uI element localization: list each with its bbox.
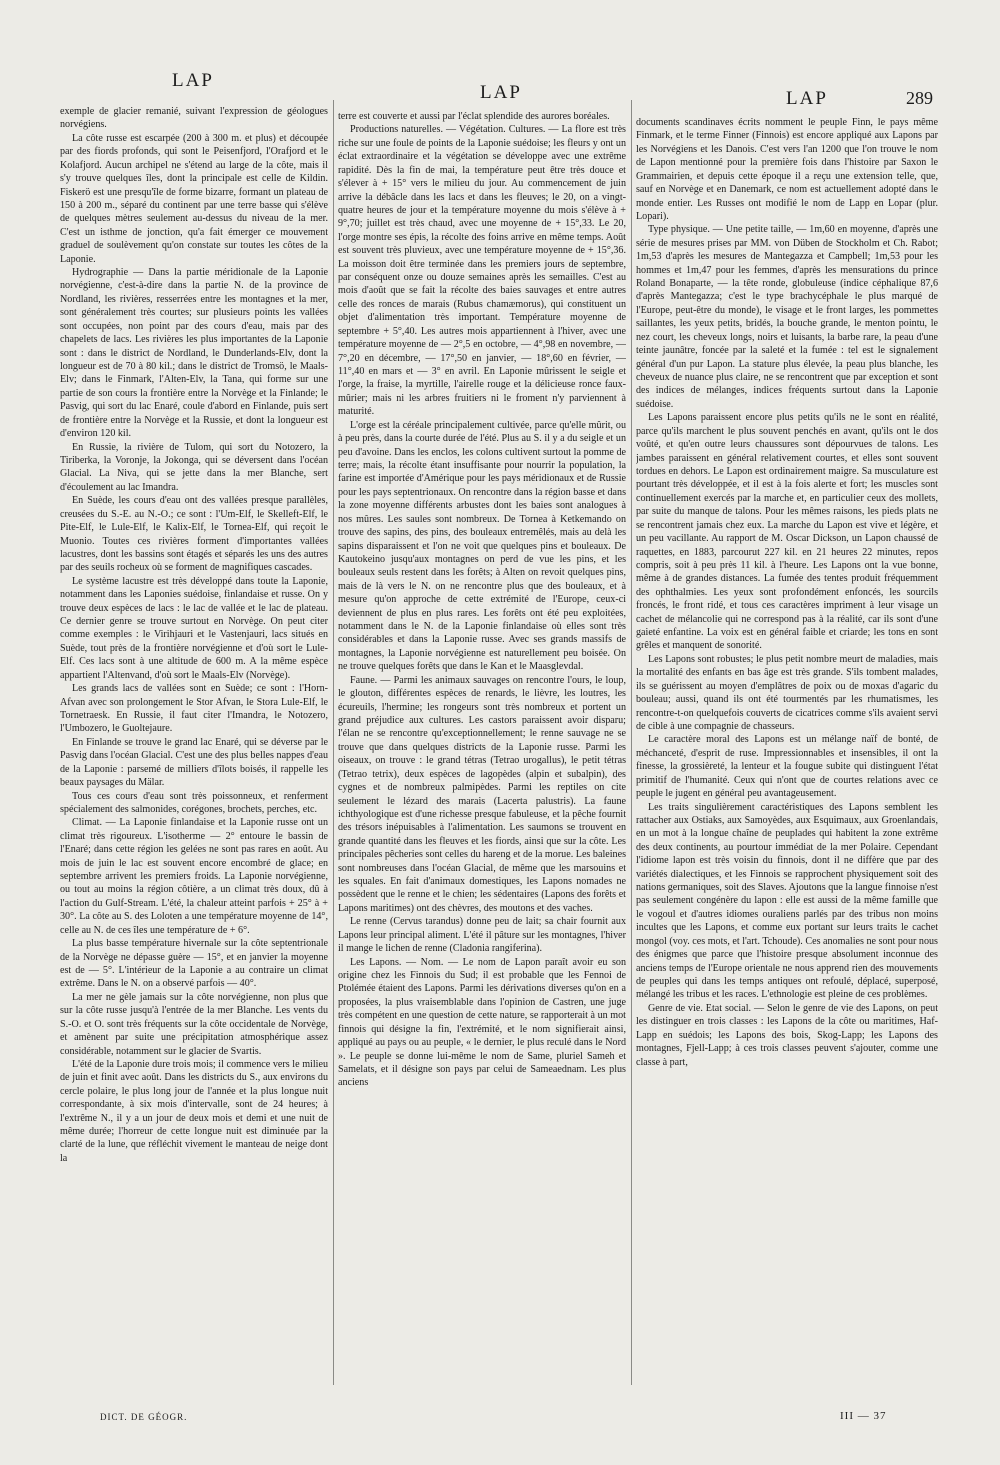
paragraph: exemple de glacier remanié, suivant l'expression de géologues norvégiens.: [60, 106, 328, 131]
paragraph: Faune. — Parmi les animaux sauvages on rencontre l'ours, le loup, le glouton, différentes espèces de renards, le lièvre, les loutres, les écureuils, l'hermine; les rongeurs sont très nombreux et portent un grand préjudice aux cultures. Les castors paraissent avoir disparu; l'élan ne se rencontre qu'exceptionnellement; le renne sauvage ne se trouve que dans quelques districts de la Laponie russe. Parmi les oiseaux, on trouve : le grand tétras (Tetrao urogallus), le petit tétras (Tetrao tetrix), deux espèces de lagopèdes (alpin et subalpin), des cygnes et de nombreux palmipèdes. Parmi les reptiles on cite seulement le lézard des marais (Lacerta palustris). La faune ichthyologique est d'une richesse presque fabuleuse, et la pêche fournit des trésors inépuisables à l'alimentation. Les saumons se trouvent en grande quantité dans les fleuves et les fiords, ainsi que sur la côte. Les principales pêcheries sont celles du hareng et de la morue. Les baleines sont nombreuses dans l'océan Glacial, de même que les marsouins et les squales. En fait d'animaux domestiques, les Lapons nomades ne possèdent que le renne et le chien; les sédentaires (Lapons des forêts et Lapons maritimes) ont des chèvres, des moutons et des vaches.: [338, 674, 626, 914]
running-head-center: LAP: [480, 82, 522, 103]
paragraph: Les Lapons sont robustes; le plus petit nombre meurt de maladies, mais la mortalité des enfants en bas âge est très grande. S'ils tombent malades, ils se guérissent au moyen d'emplâtres de poix ou de moxas d'agaric du bouleau; aussi, quand ils ont été tourmentés par les rhumatismes, les rencontre-t-on quelquefois couverts de cicatrices comme s'ils avaient servi de cible à une compagnie de chasseurs.: [636, 653, 938, 732]
paragraph: Les traits singulièrement caractéristiques des Lapons semblent les rattacher aux Ostiaks, aux Samoyèdes, aux Esquimaux, aux Groenlandais, en un mot à la longue chaîne de peuplades qui habitent la zone extrême des deux continents, au pourtour immédiat de la mer Polaire. Cependant l'idiome lapon est très voisin du finnois, dont il ne diffère que par des variétés dialectiques, et les Finnois se rapprochent physiquement soit des nations germaniques, soit des Slaves. Ajoutons que la langue finnoise n'est pas seulement congénère du lapon : elle est aussi de la même famille que le vogoul et d'autres idiomes ouraliens parlés par des tribus non moins incultes que les Lapons, et comme eux portant sur leurs traits le cachet mongol (voy. ces mots, et l'art. Tchoude). Ces anomalies ne sont pour nous des énigmes que parce que l'histoire presque absolument inconnue des anciens temps de l'Europe orientale ne nous apprend rien des mouvements de peuples qui dans les temps antiques ont refoulé, déplacé, superposé, mélangé les tribus et les races. L'ethnologie est pleine de ces problèmes.: [636, 801, 938, 1001]
paragraph: documents scandinaves écrits nomment le peuple Finn, le pays même Finmark, et le terme Finner (Finnois) est encore appliqué aux Lapons par les Norvégiens et les Danois. C'est vers l'an 1200 que l'on trouve le nom de Lapon mentionné pour la première fois dans l'histoire par Saxon le Grammairien, et depuis cette époque il a reçu une extension telle, que, sauf en Norvège et en Danemark, ce nom est actuellement adopté dans le monde entier. Les Russes ont modifié le nom de Lapp en Lopar (plur. Lopari).: [636, 117, 938, 222]
footer-signature: DICT. DE GÉOGR.: [100, 1412, 188, 1422]
paragraph: Les Lapons. — Nom. — Le nom de Lapon paraît avoir eu son origine chez les Finnois du Sud; il est probable que les Fennoi de Ptolémée étaient des Lapons. Parmi les dérivations diverses qu'on en a proposées, la plus vraisemblable dans l'opinion de Castren, une juge très compétent en une question de cette nature, se rapporterait à un mot finnois qui désigne la fin, l'extrémité, et le nom signifierait ainsi, appliqué au pays ou au peuple, « le dernier, le plus reculé dans le Nord ». Le peuple se donne lui-même le nom de Same, pluriel Sameh et Samelats, et il désigne son pays par celui de Sameaednam. Les plus anciens: [338, 956, 626, 1089]
paragraph: En Suède, les cours d'eau ont des vallées presque parallèles, creusées du S.-E. au N.-O.; ce sont : l'Um-Elf, le Skelleft-Elf, le Pite-Elf, le Lule-Elf, le Kalix-Elf, le Tornea-Elf, qui reçoit le Muonio. Toutes ces rivières forment d'importantes vallées lacustres, dont les bassins sont étagés et séparés les uns des autres par des seuils rocheux où se forment de magnifiques cascades.: [60, 495, 328, 574]
paragraph: En Russie, la rivière de Tulom, qui sort du Notozero, la Tiriberka, la Voronje, la Jokonga, qui se déversent dans l'océan Glacial. La Niva, qui se jette dans la mer Blanche, sert d'écoulement au lac Imandra.: [60, 441, 328, 493]
paragraph: Le caractère moral des Lapons est un mélange naïf de bonté, de méchanceté, d'esprit de ruse. Impressionnables et insensibles, il ont la finesse, la grossièreté, la lenteur et la fougue subite qui distinguent l'état primitif de l'humanité. Ceux qui n'ont que de courtes relations avec ce peuple le jugent en général peu avantageusement.: [636, 734, 938, 800]
paragraph: Genre de vie. Etat social. — Selon le genre de vie des Lapons, on peut les distinguer en trois classes : les Lapons de la côte ou maritimes, Haf-Lapp en suédois; les Lapons des bois, Skog-Lapp; les Lapons des montagnes, Fjell-Lapp; à ces trois classes peuvent s'ajouter, comme une classe à part,: [636, 1002, 938, 1068]
paragraph: En Finlande se trouve le grand lac Enaré, qui se déverse par le Pasvig dans l'océan Glacial. C'est une des plus belles nappes d'eau de la Laponie : parsemé de milliers d'îlots boisés, il rappelle les beaux paysages du Mälar.: [60, 736, 328, 789]
column-divider: [333, 100, 334, 1385]
paragraph: L'été de la Laponie dure trois mois; il commence vers le milieu de juin et finit avec août. Dans les districts du S., aux environs du cercle polaire, le plus long jour de l'année et la plus longue nuit correspondante, à six mois d'intervalle, sont de 24 heures; à l'extrême N., il y a un jour de deux mois et demi et une nuit de même durée; l'horreur de cette longue nuit est diminuée par la clarté de la lune, que réfléchit vivement le manteau de neige dont la: [60, 1058, 328, 1164]
text-column-1: [60, 105, 328, 1395]
paragraph: La mer ne gèle jamais sur la côte norvégienne, non plus que sur la côte russe jusqu'à l'entrée de la mer Blanche. Les vents du S.-O. et O. sont très fréquents sur la côte occidentale de Norvège, et amènent par suite une précipitation atmosphérique assez considérable, notamment sur le glacier de Svartis.: [60, 991, 328, 1057]
paragraph: La côte russe est escarpée (200 à 300 m. et plus) et découpée par des fiords profonds, qui sont le Peisenfjord, l'Orafjord et le Kolafjord. Aucun archipel ne s'étend au large de la côte, mais il s'y trouve quelques îles, dont la principale est celle de Kildin. Fiskerö est une presqu'île de forme bizarre, formant un plateau de 150 à 200 m., séparé du continent par une terre basse qui s'élève de quelques mètres seulement au-dessus du niveau de la mer. C'est un isthme de jonction, qu'a fait émerger ce mouvement graduel de soulèvement qu'on constate sur toutes les côtes de la Laponie.: [60, 132, 328, 265]
paragraph: terre est couverte et aussi par l'éclat splendide des aurores boréales.: [338, 111, 610, 122]
paragraph: Les Lapons paraissent encore plus petits qu'ils ne le sont en réalité, parce qu'ils marchent le plus souvent penchés en avant, qu'ils ont le dos voûté, et qu'en outre leurs chaussures sont dépourvues de talons. Les jambes paraissent en général relativement courtes, et elles sont souvent tordues en dehors. Le Lapon est ordinairement maigre. Sa musculature est pourtant très développée, et il est à la fois alerte et fort; les muscles sont continuellement exercés par la marche et, en particulier ceux des mollets, par suite du manque de talons. Pour les mêmes raisons, les pieds plats ne se rencontrent jamais chez eux. La marche du Lapon est vive et légère, et un peu vacillante. Au rapport de M. Oscar Dickson, un Lapon chaussé de raquettes, en 1883, parcourut 227 kil. en 21 heures 22 minutes, repos compris, soit à peu près 11 kil. à l'heure. Les Lapons ont la vue bonne, même à de grandes distances. La fumée des tentes produit fréquemment des ophthalmies. Les yeux sont profondément enfoncés, les sourcils froncés, le front ridé, et tous ces caractères impriment à leur visage un cachet de mélancolie qui ne correspond pas à la réalité, car ils sont d'une gaieté enfantine. La voix est en général faible et criarde; les tons en sont grêles et manquent de sonorité.: [636, 412, 938, 652]
paragraph: Hydrographie — Dans la partie méridionale de la Laponie norvégienne, c'est-à-dire dans la partie N. de la province de Nordland, les rivières, resserrées entre les montagnes et la mer, sont généralement très courtes; sur plusieurs points les vallées sont occupées, non point par des cours d'eau, mais par des chapelets de lacs. Les rivières les plus importantes de la Laponie sont : dans le district de Nordland, le Dunderlands-Elv, dont la longueur est de 70 à 80 kil.; dans le district de Tromsö, le Maals-Elv; dans le Finmark, l'Alten-Elv, la Tana, qui forme sur une partie de son cours la frontière entre la Norvège et la Finlande; le Pasvig, qui sort du lac Enaré, coule d'abord en Finlande, puis sert de frontière entre la Norvège et la Russie, et dont la longueur est d'environ 120 kil.: [60, 267, 328, 440]
paragraph: Les grands lacs de vallées sont en Suède; ce sont : l'Horn-Afvan avec son prolongement le Stor Afvan, le Stora Lule-Elf, le Tornetraesk. En Russie, il faut citer l'Imandra, le Notozero, l'Umbozero, le Guoltejaure.: [60, 683, 328, 735]
paragraph: Le renne (Cervus tarandus) donne peu de lait; sa chair fournit aux Lapons leur principal aliment. L'été il pâture sur les montagnes, l'hiver il mange le lichen de renne (Cladonia rangiferina).: [338, 916, 626, 955]
paragraph: Climat. — La Laponie finlandaise et la Laponie russe ont un climat très rigoureux. L'isotherme — 2° entoure le bassin de l'Enaré; dans cette région les gelées ne sont pas rares en août. Au mois de juin le lac est souvent encore encombré de glace; en septembre arrivent les premiers froids. La Laponie norvégienne, ou tout au moins la région côtière, a un climat très doux, dû à l'action du Gulf-Stream. L'été, la chaleur atteint parfois + 25° à + 30°. La côte au S. des Loloten a une température moyenne de 14°, celle au N. de ces îles une température de + 6°.: [60, 817, 328, 936]
paragraph: Tous ces cours d'eau sont très poissonneux, et renferment spécialement des salmonides, corégones, brochets, perches, etc.: [60, 790, 328, 815]
footer-volume-sheet: III — 37: [840, 1410, 887, 1422]
paragraph: Productions naturelles. — Végétation. Cultures. — La flore est très riche sur une foule de points de la Laponie suédoise; les fleurs y ont un éclat extraordinaire et la végétation se développe avec une extrême rapidité. Dès la fin de mai, la température peut être très douce et s'élever à + 15° vers le milieu du jour. Au commencement de juin arrive la débâcle dans les lacs et dans les fleuves; le 20, on a vingt-quatre heures de jour et la température moyenne du mois s'élève à + 9°,70; juillet est très chaud, avec une moyenne de + 15°,33. Le 20, l'orge montre ses épis, la récolte des foins arrive en même temps. Août est souvent très pluvieux, avec une température moyenne de + 15°,36. La moisson doit être terminée dans les premiers jours de septembre, par conséquent onze ou douze semaines après les semailles. C'est au mois d'août que se fait la récolte des baies sauvages et entre autres celle des ronces de marais (Rubus chamæmorus), qui constituent un objet d'alimentation très important. Température moyenne de septembre + 5°,40. Les autres mois appartiennent à l'hiver, avec une température moyenne de — 2°,5 en octobre, — 4°,98 en novembre, — 7°,20 en décembre, — 17°,50 en janvier, — 18°,60 en février, — 11°,40 en mars et — 3° en avril. En Laponie mûrissent le seigle et l'orge, la fraise, la myrtille, l'airelle rouge et la délicieuse ronce faux-mûrier; mais ni les arbres fruitiers ni le froment n'y parviennent à maturité.: [338, 124, 626, 418]
text-column-3: [636, 116, 938, 1396]
paragraph: Type physique. — Une petite taille, — 1m,60 en moyenne, d'après une série de mesures prises par MM. von Düben de Stockholm et Ch. Rabot; 1m,53 d'après les mesures de Mantegazza et Campbell; 1m,53 pour les hommes et 1m,47 pour les femmes, d'après les mensurations du prince Roland Bonaparte, — la tête ronde, globuleuse (indice céphalique 87,6 d'après Mantegazza; c'est le type brachycéphale le plus marqué de l'Europe, peut-être du monde), le visage et le front larges, les pommettes saillantes, les yeux petits, bridés, la bouche grande, le menton pointu, le nez court, les cheveux longs, noirs et luisants, la barbe rare, la peau d'une teinte jaunâtre, foncée par la saleté et la fumée : tel est le signalement général d'un pur Lapon. La stature plus élevée, la peau plus blanche, les cheveux de nuance plus claire, ne se rencontrent que par exception et sont des indices de mélanges, indices fréquents surtout dans la Laponie suédoise.: [636, 224, 938, 410]
page-number: 289: [906, 88, 933, 108]
column-divider: [631, 100, 632, 1385]
running-head-left: LAP: [172, 70, 214, 91]
paragraph: La plus basse température hivernale sur la côte septentrionale de la Norvège ne dépasse guère — 15°, et en janvier la moyenne est de — 5°. L'intérieur de la Laponie a au contraire un climat extrême. Dans le N. on a observé parfois — 40°.: [60, 938, 328, 990]
paragraph: L'orge est la céréale principalement cultivée, parce qu'elle mûrit, ou à peu près, dans la courte durée de l'été. Plus au S. il y a du seigle et un peu d'avoine. Dans les enclos, les colons cultivent surtout la pomme de terre; mais, la récolte étant insuffisante pour nourrir la population, la farine est importée d'Amérique pour les pays méridionaux et de Russie pour les pays septentrionaux. On rencontre dans la région basse et dans la zone moyenne différents arbustes dont les baies sont analogues à nos mûres. Les saules sont nombreux. De Tornea à Ketkemando on trouve des sapins, des pins, des bouleaux entremêlés, mais au delà les sapins disparaissent et l'on ne voit que quelques pins et bouleaux. De Kautokeino jusqu'aux montagnes on perd de vue les pins, et les bouleaux seuls restent dans les forêts; à Alten on revoit quelques pins, mais de là vers le N. on ne rencontre plus que des bouleaux, et à mesure qu'on approche de cette extrémité de l'Europe, ceux-ci deviennent de plus en plus rares. Les forêts ont été peu exploitées, notamment dans le N. de la Laponie finlandaise où elles sont très considérables et dans la Laponie russe. Avec ses grands massifs de montagnes, la Laponie norvégienne est naturellement peu boisée. On ne trouve quelques forêts que dans le Kan et le Maasglevdal.: [338, 419, 626, 673]
paragraph: Le système lacustre est très développé dans toute la Laponie, notamment dans les Laponies suédoise, finlandaise et russe. On y trouve deux espèces de lacs : le lac de vallée et le lac de plateau. Ce dernier genre se trouve surtout en Norvège. On peut citer comme exemples : le Virihjauri et le Vastenjauri, lacs situés en Suède, tout près de la frontière norvégienne et d'où sort le Lule-Elf. Ces lacs sont à une altitude de 600 m. A la même espèce appartient l'Altenvand, d'où sort le Maals-Elv (Norvège).: [60, 575, 328, 681]
text-column-2: [338, 110, 626, 1395]
running-head-right: LAP: [786, 88, 828, 109]
